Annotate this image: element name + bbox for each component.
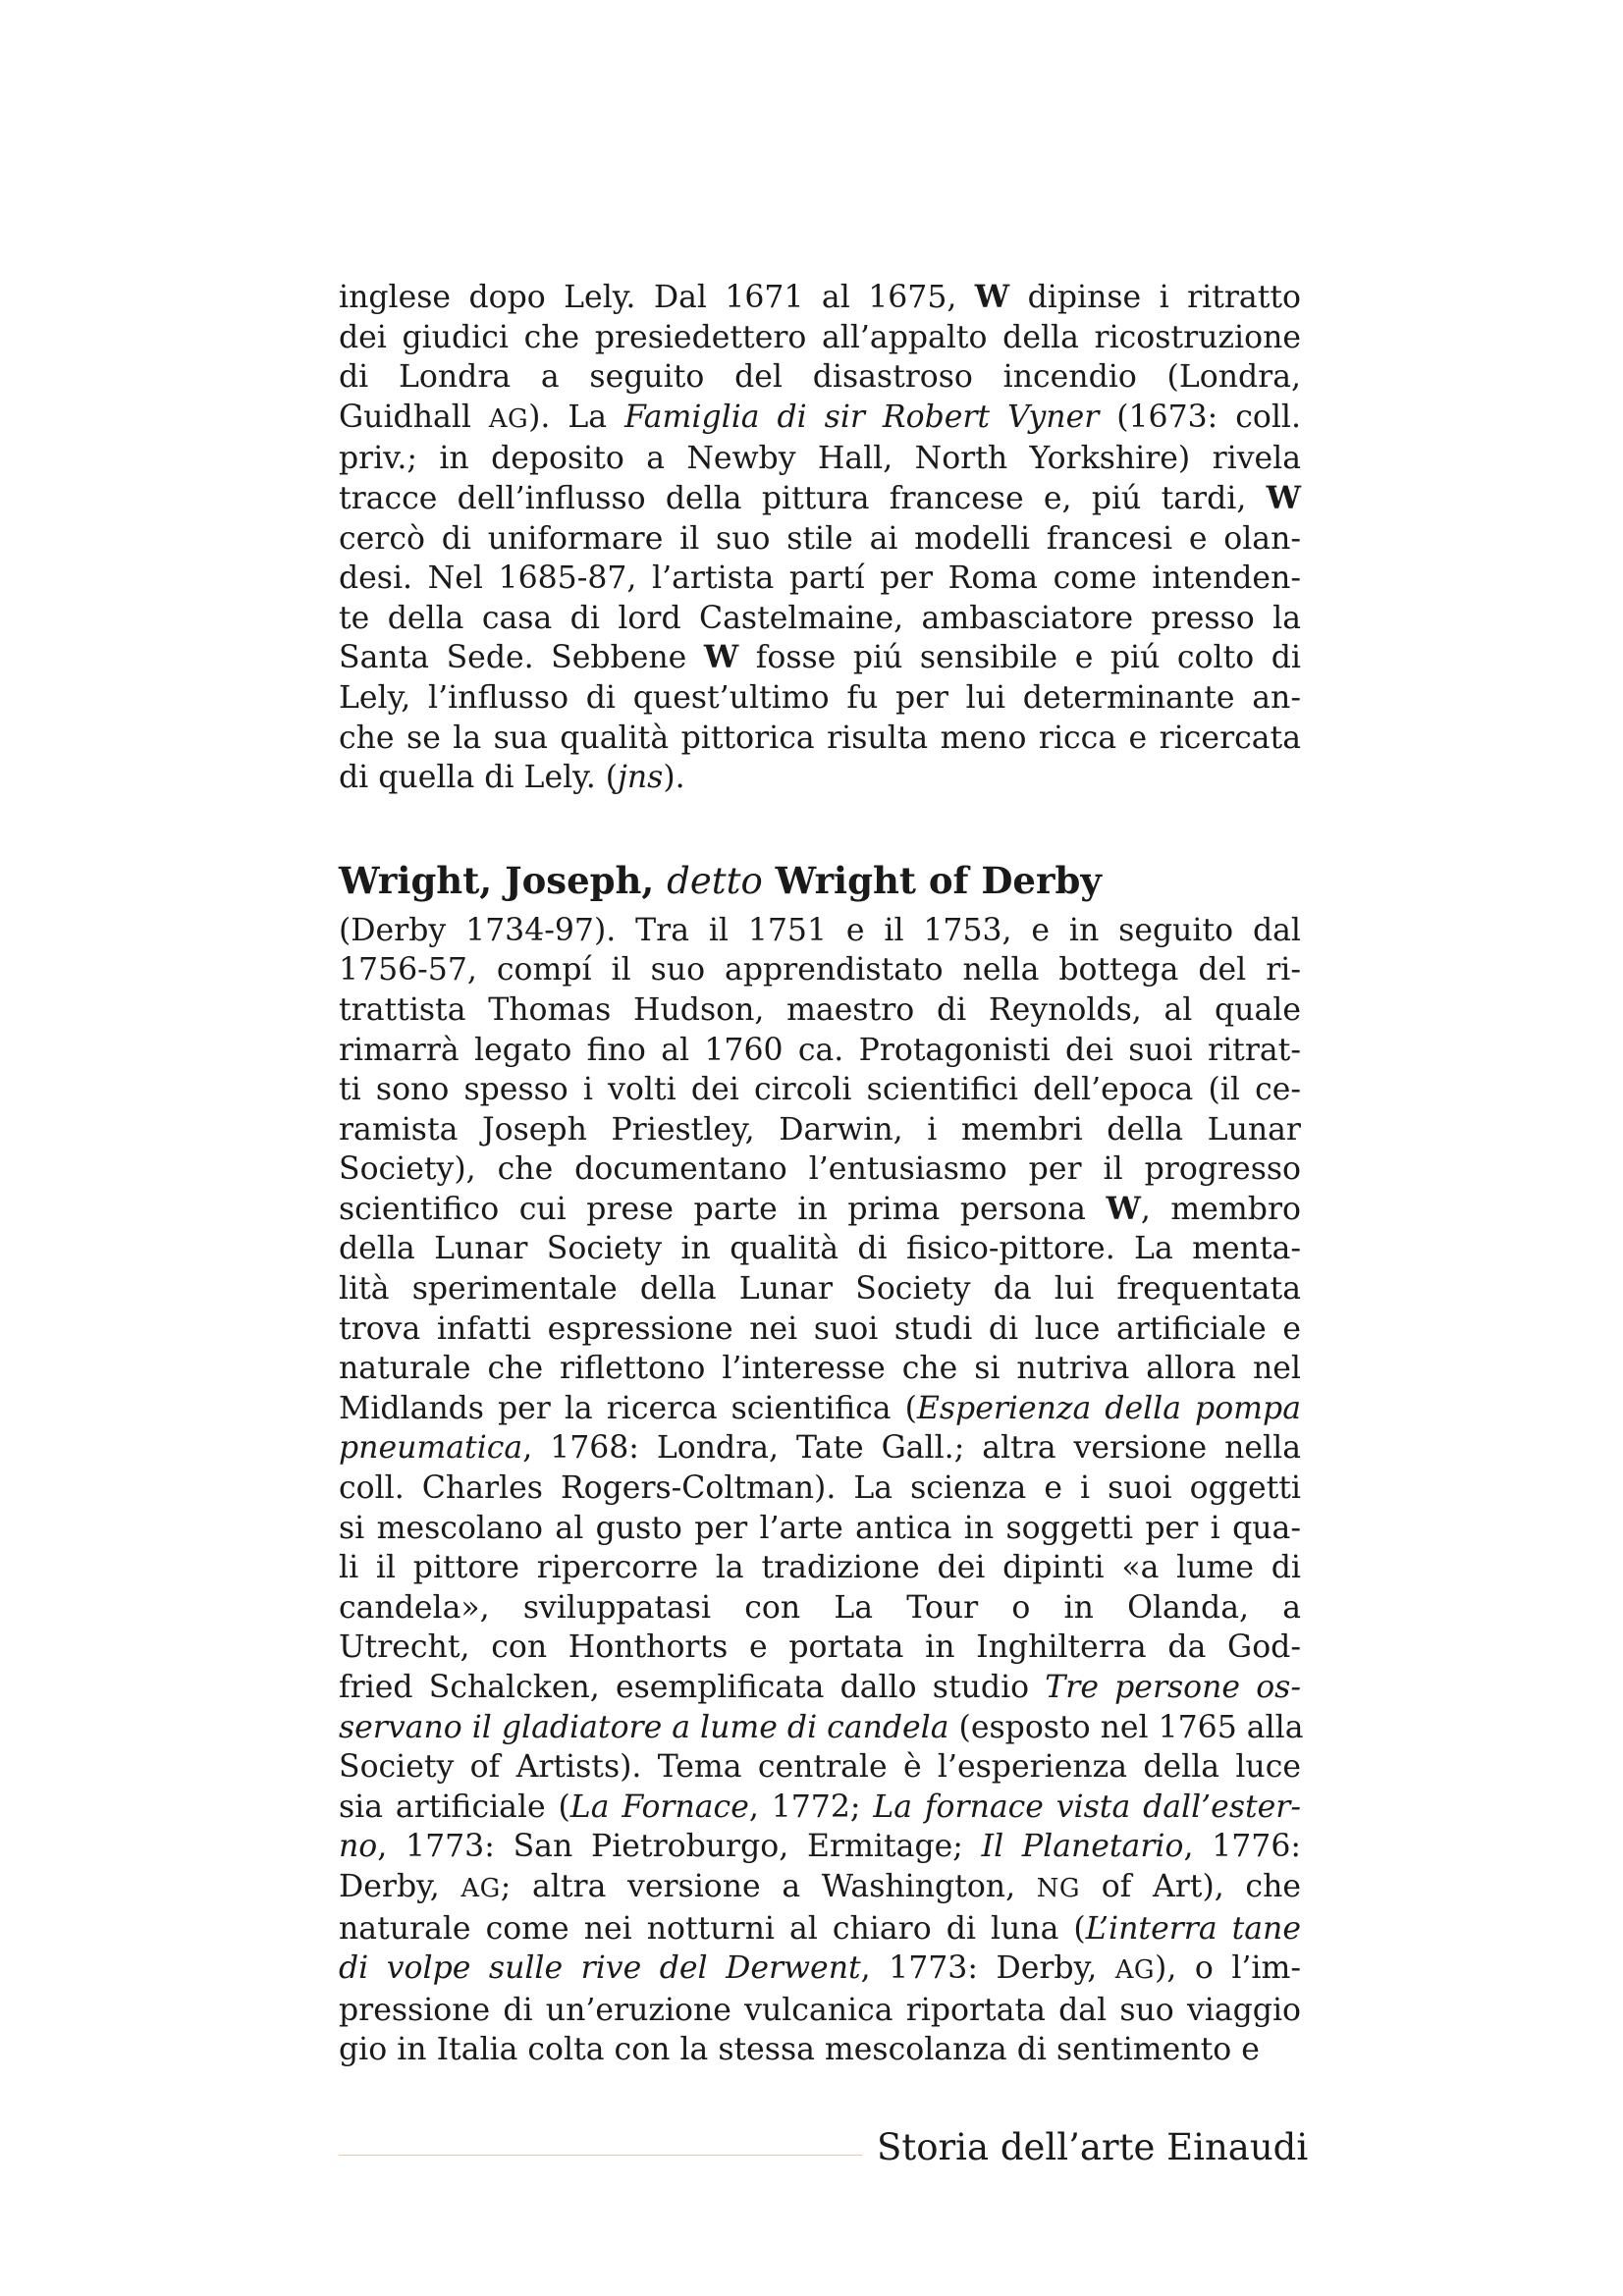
- text-run: of Art), che: [1080, 1868, 1301, 1904]
- text-run: della Lunar Society in qualità di fisico-pittore. La menta-: [339, 1231, 1301, 1267]
- italic-title: Esperienza della pompa: [916, 1390, 1301, 1426]
- text-line: [339, 2030, 1301, 2070]
- text-run: trattista Thomas Hudson, maestro di Reynolds, al quale: [339, 991, 1301, 1028]
- text-run: ti sono spesso i volti dei circoli scientifici dell’epoca (il ce-: [339, 1072, 1301, 1108]
- text-line: [339, 1867, 1301, 1909]
- italic-title: pneumatica: [339, 1430, 523, 1467]
- text-line: [339, 1909, 1301, 1949]
- text-run: scientifico cui prese parte in prima persona: [339, 1191, 1107, 1227]
- text-line: [339, 1991, 1301, 2031]
- text-line: [339, 990, 1301, 1031]
- text-run: fosse piú sensibile e piú colto di: [738, 640, 1301, 676]
- text-run: ramista Joseph Priestley, Darwin, i membri della Lunar: [339, 1111, 1301, 1148]
- text-line: [339, 1747, 1301, 1788]
- text-line: [339, 719, 1301, 759]
- text-run: dei giudici che presiedettero all’appalto della ricostruzione: [339, 319, 1301, 355]
- text-line: [339, 1668, 1301, 1708]
- text-run: Midlands per la ricerca scientifica (: [339, 1390, 917, 1426]
- text-run: , 1773: Derby,: [860, 1950, 1115, 1987]
- italic-title: La Fornace: [569, 1789, 749, 1825]
- entry-heading-detto: detto: [667, 859, 763, 902]
- italic-title: Il Planetario: [981, 1829, 1184, 1865]
- author-abbrev: W: [974, 279, 1010, 315]
- italic-title: La fornace vista dall’ester-: [873, 1789, 1301, 1825]
- text-line: [339, 678, 1301, 719]
- text-run: ).: [663, 760, 685, 796]
- text-line: [339, 1309, 1301, 1350]
- text-line: [339, 1031, 1301, 1071]
- text-run: , 1776:: [1183, 1829, 1301, 1865]
- text-line: [339, 1110, 1301, 1150]
- footer-rule: [339, 2155, 862, 2156]
- text-run: dipinse i ritratto: [1009, 280, 1301, 315]
- museum-abbrev: AG: [1114, 1955, 1156, 1986]
- author-abbrev: W: [1106, 1190, 1141, 1227]
- text-run: (Derby 1734-97). Tra il 1751 e il 1753, e in seguito dal: [339, 912, 1301, 948]
- text-run: Guidhall: [339, 399, 489, 435]
- text-run: Society), che documentano l’entusiasmo per il progresso: [339, 1151, 1301, 1188]
- text-run: di Londra a seguito del disastroso incendio (Londra,: [339, 359, 1301, 396]
- text-line: [339, 758, 1301, 798]
- text-run: Utrecht, con Honthorts e portata in Inghilterra da God-: [339, 1629, 1301, 1666]
- text-run: , 1773: San Pietroburgo, Ermitage;: [377, 1829, 982, 1865]
- text-run: sia artificiale (: [339, 1789, 570, 1825]
- italic-title: L’interra tane: [1085, 1910, 1301, 1947]
- text-run: si mescolano al gusto per l’arte antica in soggetti per i qua-: [339, 1510, 1301, 1546]
- text-line: [339, 398, 1301, 440]
- text-run: 1756-57, compí il suo apprendistato nella bottega del ri-: [339, 952, 1301, 988]
- text-run: trova infatti espressione nei suoi studi di luce artificiale e: [339, 1310, 1301, 1347]
- text-run: naturale come nei notturni al chiaro di luna (: [339, 1910, 1086, 1947]
- text-line: [339, 318, 1301, 358]
- text-run: che se la sua qualità pittorica risulta meno ricca e ricercata: [339, 720, 1301, 756]
- text-line: [339, 1389, 1301, 1429]
- entry-heading: [339, 859, 1301, 903]
- text-line: [339, 559, 1301, 599]
- entry-heading-alias: Wright of Derby: [775, 858, 1102, 902]
- text-line: [339, 439, 1301, 479]
- text-run: rimarrà legato fino al 1760 ca. Protagonisti dei suoi ritrat-: [339, 1032, 1301, 1068]
- text-line: [339, 519, 1301, 560]
- text-line: [339, 1588, 1301, 1629]
- italic-title: Tre persone os-: [1045, 1670, 1301, 1705]
- text-run: te della casa di lord Castelmaine, ambasciatore presso la: [339, 600, 1301, 636]
- text-run: di quella di Lely. (: [339, 760, 619, 796]
- text-line: [339, 1428, 1301, 1468]
- paragraph-lely-continuation: [339, 278, 1301, 798]
- text-line: [339, 1548, 1301, 1588]
- text-line: [339, 1229, 1301, 1269]
- museum-abbrev: NG: [1036, 1873, 1081, 1903]
- text-run: ; altra versione a Washington,: [500, 1868, 1037, 1904]
- text-run: Santa Sede. Sebbene: [339, 640, 704, 676]
- text-line: [339, 599, 1301, 639]
- text-line: [339, 1070, 1301, 1110]
- footer-title: Storia dell’arte Einaudi: [877, 2126, 1309, 2168]
- italic-title: jns: [618, 760, 664, 796]
- text-run: fried Schalcken, esemplificata dallo studio: [339, 1670, 1046, 1705]
- text-run: , membro: [1140, 1191, 1301, 1227]
- text-line: [339, 1708, 1304, 1748]
- author-abbrev: W: [703, 639, 739, 676]
- text-line: [339, 1788, 1301, 1828]
- text-line: [339, 479, 1301, 519]
- text-run: ). La: [528, 399, 625, 435]
- text-run: Society of Artists). Tema centrale è l’esperienza della luce: [339, 1749, 1301, 1786]
- museum-abbrev: AG: [488, 403, 529, 434]
- text-column: [339, 278, 1304, 2070]
- italic-title: servano il gladiatore a lume di candela: [339, 1709, 949, 1745]
- text-run: desi. Nel 1685-87, l’artista partí per Roma come intenden-: [339, 561, 1301, 597]
- text-run: inglese dopo Lely. Dal 1671 al 1675,: [339, 280, 975, 315]
- text-line: [339, 1949, 1301, 1991]
- text-line: [339, 1628, 1301, 1668]
- text-line: [339, 1349, 1301, 1389]
- text-line: [339, 1149, 1301, 1190]
- author-abbrev: W: [1266, 479, 1301, 516]
- italic-title: di volpe sulle rive del Derwent: [339, 1950, 861, 1987]
- text-run: ), o l’im-: [1155, 1950, 1301, 1987]
- text-run: candela», sviluppatasi con La Tour o in Olanda, a: [339, 1589, 1301, 1626]
- text-run: (1673: coll.: [1099, 399, 1301, 435]
- text-line: [339, 1509, 1301, 1549]
- text-line: [339, 950, 1301, 990]
- text-run: Derby,: [339, 1868, 461, 1904]
- text-run: li il pittore ripercorre la tradizione dei dipinti «a lume di: [339, 1550, 1301, 1586]
- paragraph-wright-entry: [339, 911, 1304, 2070]
- text-run: gio in Italia colta con la stessa mescolanza di sentimento e: [339, 2032, 1260, 2068]
- text-line: [339, 1190, 1301, 1230]
- text-line: [339, 1468, 1301, 1509]
- text-run: naturale che riflettono l’interesse che si nutriva allora nel: [339, 1351, 1301, 1387]
- text-run: , 1768: Londra, Tate Gall.; altra versione nella: [522, 1430, 1301, 1467]
- text-line: [339, 911, 1301, 951]
- museum-abbrev: AG: [460, 1873, 501, 1903]
- text-run: , 1772;: [748, 1789, 874, 1825]
- text-run: (esposto nel 1765 alla: [948, 1709, 1304, 1745]
- entry-heading-name: Wright, Joseph,: [339, 858, 655, 902]
- text-line: [339, 1269, 1301, 1309]
- text-line: [339, 357, 1301, 398]
- text-run: lità sperimentale della Lunar Society da lui frequentata: [339, 1271, 1301, 1308]
- italic-title: no: [339, 1829, 378, 1865]
- text-run: tracce dell’influsso della pittura francese e, piú tardi,: [339, 480, 1267, 516]
- text-line: [339, 638, 1301, 678]
- text-line: [339, 1827, 1301, 1867]
- text-run: cercò di uniformare il suo stile ai modelli francesi e olan-: [339, 520, 1301, 557]
- italic-title: Famiglia di sir Robert Vyner: [624, 399, 1100, 435]
- text-line: [339, 278, 1301, 318]
- text-run: coll. Charles Rogers-Coltman). La scienza e i suoi oggetti: [339, 1470, 1301, 1507]
- text-run: priv.; in deposito a Newby Hall, North Yorkshire) rivela: [339, 441, 1301, 477]
- text-run: Lely, l’influsso di quest’ultimo fu per lui determinante an-: [339, 679, 1301, 716]
- text-run: pressione di un’eruzione vulcanica riportata dal suo viaggio: [339, 1992, 1301, 2028]
